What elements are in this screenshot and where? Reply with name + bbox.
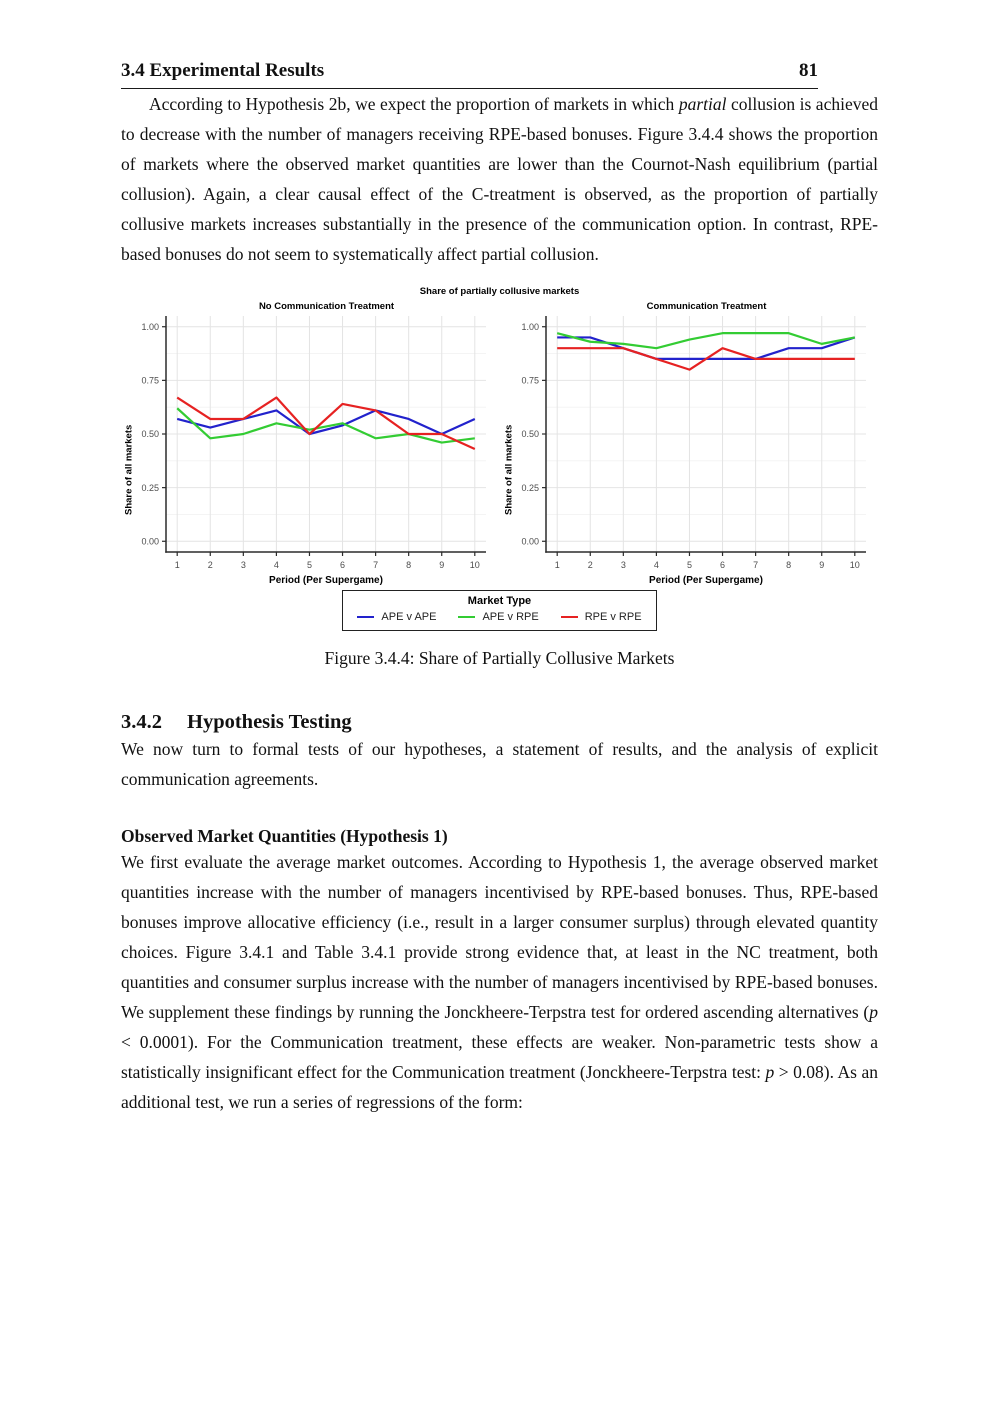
line-plot-no-communication — [137, 314, 498, 586]
x-tick-label: 8 — [786, 560, 792, 570]
chart-panels-row — [121, 301, 878, 586]
x-tick-label: 9 — [819, 560, 825, 570]
x-tick-label: 4 — [653, 560, 659, 570]
section-number: 3.4.2 — [121, 711, 162, 733]
chart-title: Share of partially collusive markets — [419, 286, 580, 297]
legend-label: APE v RPE — [482, 611, 539, 623]
panel-body-right — [501, 314, 878, 586]
paragraph-intro — [121, 89, 878, 269]
running-section-title: 3.4 Experimental Results — [121, 60, 325, 81]
text-run: According to Hypothesis 2b, we expect the proportion of markets in which — [149, 94, 679, 114]
italic-text-run: p — [869, 1002, 878, 1022]
y-tick-label: 0.00 — [141, 536, 159, 547]
x-tick-label: 3 — [620, 560, 626, 570]
y-tick-label: 0.50 — [521, 429, 539, 440]
x-tick-label: 4 — [273, 560, 279, 570]
y-tick-label: 0.00 — [521, 536, 539, 547]
y-axis-label-left: Share of all markets — [123, 424, 135, 516]
text-run: We now turn to formal tests of our hypotheses, a statement of results, and the analysis of explicit communication agreements. — [121, 739, 878, 789]
section-heading — [121, 711, 878, 734]
italic-text-run: p — [765, 1062, 775, 1082]
x-tick-label: 6 — [720, 560, 726, 570]
legend-wrap — [121, 590, 878, 631]
legend-entry-ape-v-ape — [357, 611, 436, 623]
x-tick-label: 6 — [340, 560, 346, 570]
legend-label: APE v APE — [381, 611, 437, 623]
x-tick-label: 2 — [587, 560, 593, 570]
x-tick-label: 10 — [469, 560, 480, 570]
chart-panel-communication — [501, 301, 878, 586]
series-line-rpe-v-rpe — [177, 398, 475, 449]
x-tick-label: 7 — [373, 560, 379, 570]
y-tick-label: 1.00 — [141, 321, 159, 332]
legend-entries — [357, 611, 641, 623]
section-title: Hypothesis Testing — [187, 711, 352, 733]
text-run: < 0.0001). For the Communication treatment, these effects are weaker. Non-parametric tests show a statistically insignificant effect for the Communication treatment (Jonckheere-Terpstra test: — [121, 1032, 878, 1082]
y-axis-label-right: Share of all markets — [503, 424, 515, 516]
x-tick-label: 7 — [753, 560, 759, 570]
x-axis-title: Period (Per Supergame) — [269, 575, 383, 586]
text-run: We first evaluate the average market outcomes. According to Hypothesis 1, the average observed market quantities increase with the number of managers incentivised by RPE-based bonuses. Thus, RPE-based bonuses improve allocative efficiency (i.e., result in a larger consumer surplus) through elevated quantity choices. Figure 3.4.1 and Table 3.4.1 provide strong evidence that, at least in the NC treatment, both quantities and consumer surplus increase with the number of managers incentivised by RPE-based bonuses. We supplement these findings by running the Jonckheere-Terpstra test for ordered ascending alternatives ( — [121, 852, 878, 1022]
legend-line-swatch — [357, 616, 374, 619]
chart-panel-no-communication — [121, 301, 498, 586]
y-tick-label: 0.50 — [141, 429, 159, 440]
x-tick-label: 9 — [439, 560, 445, 570]
series-line-rpe-v-rpe — [557, 348, 855, 369]
x-tick-label: 1 — [174, 560, 180, 570]
x-axis-title: Period (Per Supergame) — [649, 575, 763, 586]
y-tick-label: 0.75 — [141, 375, 159, 386]
y-tick-label: 1.00 — [521, 321, 539, 332]
x-tick-label: 1 — [554, 560, 560, 570]
paragraph-hypothesis-testing — [121, 734, 878, 794]
line-plot-communication — [517, 314, 878, 586]
legend-entry-rpe-v-rpe — [561, 611, 642, 623]
subsection-heading: Observed Market Quantities (Hypothesis 1) — [121, 826, 448, 846]
x-tick-label: 5 — [306, 560, 312, 570]
series-line-ape-v-ape — [177, 410, 475, 434]
x-tick-label: 5 — [686, 560, 692, 570]
x-tick-label: 3 — [240, 560, 246, 570]
page-number: 81 — [799, 60, 818, 81]
legend-line-swatch — [561, 616, 578, 619]
figure-3-4-4 — [121, 286, 878, 669]
legend-line-swatch — [458, 616, 475, 619]
legend-title: Market Type — [467, 595, 532, 607]
y-tick-label: 0.75 — [521, 375, 539, 386]
panel-body-left — [121, 314, 498, 586]
italic-text-run: partial — [678, 94, 727, 114]
x-tick-label: 2 — [207, 560, 213, 570]
text-run: > 0.08). As an additional test, we run a series of regressions of the form: — [121, 1062, 878, 1112]
text-run: collusion is achieved to decrease with the number of managers receiving RPE-based bonuses. Figure 3.4.4 shows the proportion of markets where the observed market quantities are lower than the Cournot-Nash equilibrium (partial collusion). Again, a clear causal effect of the C-treatment is observed, as the proportion of partially collusive markets increases substantially in the presence of the communication option. In contrast, RPE-based bonuses do not seem to systematically affect partial collusion. — [121, 94, 878, 264]
paragraph-observed-quantities — [121, 847, 878, 1117]
legend-entry-ape-v-rpe — [458, 611, 538, 623]
chart-legend — [342, 590, 656, 631]
x-tick-label: 10 — [849, 560, 860, 570]
figure-caption: Figure 3.4.4: Share of Partially Collusive Markets — [324, 648, 675, 668]
panel-title-communication: Communication Treatment — [646, 301, 767, 312]
page-header — [121, 60, 818, 89]
y-tick-label: 0.25 — [521, 482, 539, 493]
y-tick-label: 0.25 — [141, 482, 159, 493]
panel-title-no-communication: No Communication Treatment — [258, 301, 395, 312]
legend-label: RPE v RPE — [584, 611, 642, 623]
x-tick-label: 8 — [406, 560, 412, 570]
